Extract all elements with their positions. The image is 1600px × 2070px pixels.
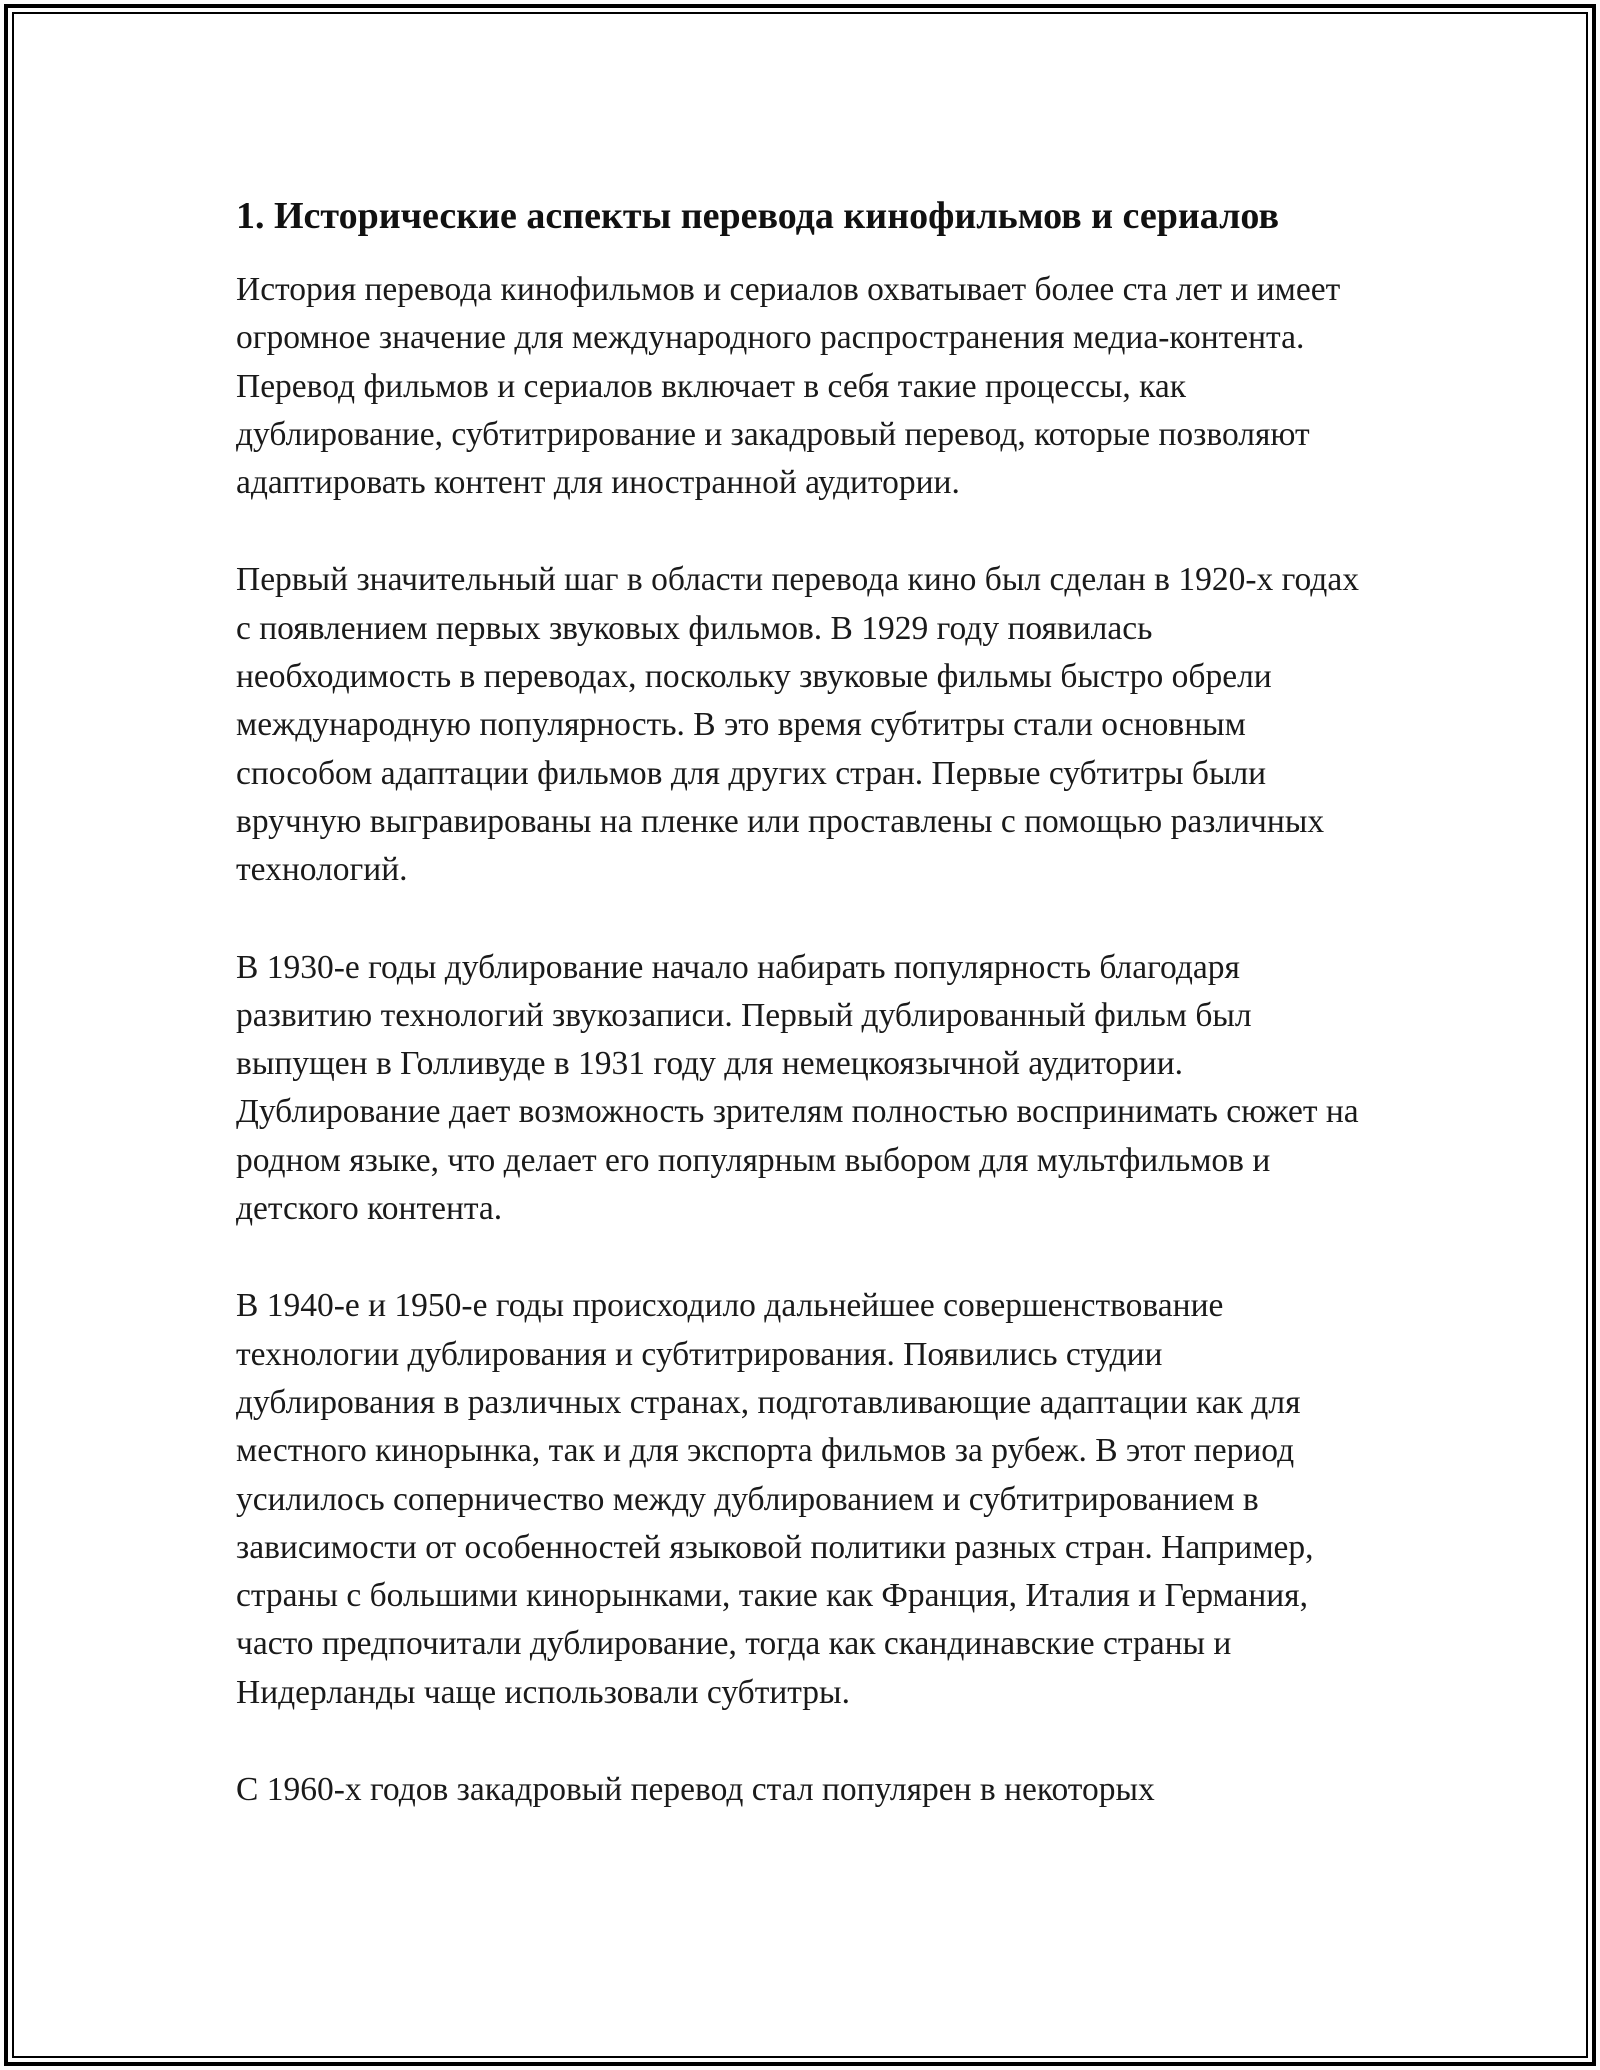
section-heading: 1. Исторические аспекты перевода кинофильмов и сериалов (236, 195, 1279, 237)
paragraph-history-overview: История перевода кинофильмов и сериалов охватывает более ста лет и имеет огромное значение для международного распространения медиа-контента. Перевод фильмов и сериалов включает в себя такие процессы, как дублирование, субтитрирование и закадровый перевод, которые позволяют адаптировать контент для иностранной аудитории. (236, 271, 1341, 502)
paragraph-1960s: С 1960-х годов закадровый перевод стал популярен в некоторых (236, 1771, 1155, 1809)
paragraph-1940s-1950s: В 1940-е и 1950-е годы происходило дальнейшее совершенствование технологии дублирования и субтитрирования. Появились студии дублирования в различных странах, подготавливающие адаптации как для местного кинорынка, так и для экспорта фильмов за рубеж. В этот период усилилось соперничество между дублированием и субтитрированием в зависимости от особенностей языковой политики разных стран. Например, страны с большими кинорынками, такие как Франция, Италия и Германия, часто предпочитали дублирование, тогда как скандинавские страны и Нидерланды чаще использовали субтитры. (236, 1287, 1314, 1711)
document-body (236, 188, 1366, 1863)
paragraph-1930s: В 1930-е годы дублирование начало набирать популярность благодаря развитию технологий звукозаписи. Первый дублированный фильм был выпущен в Голливуде в 1931 году для немецкоязычной аудитории. Дублирование дает возможность зрителям полностью воспринимать сюжет на родном языке, что делает его популярным выбором для мультфильмов и детского контента. (236, 948, 1359, 1228)
paragraph-1920s: Первый значительный шаг в области перевода кино был сделан в 1920-х годах с появлением первых звуковых фильмов. В 1929 году появилась необходимость в переводах, поскольку звуковые фильмы быстро обрели международную популярность. В это время субтитры стали основным способом адаптации фильмов для других стран. Первые субтитры были вручную выгравированы на пленке или проставлены с помощью различных технологий. (236, 561, 1359, 889)
